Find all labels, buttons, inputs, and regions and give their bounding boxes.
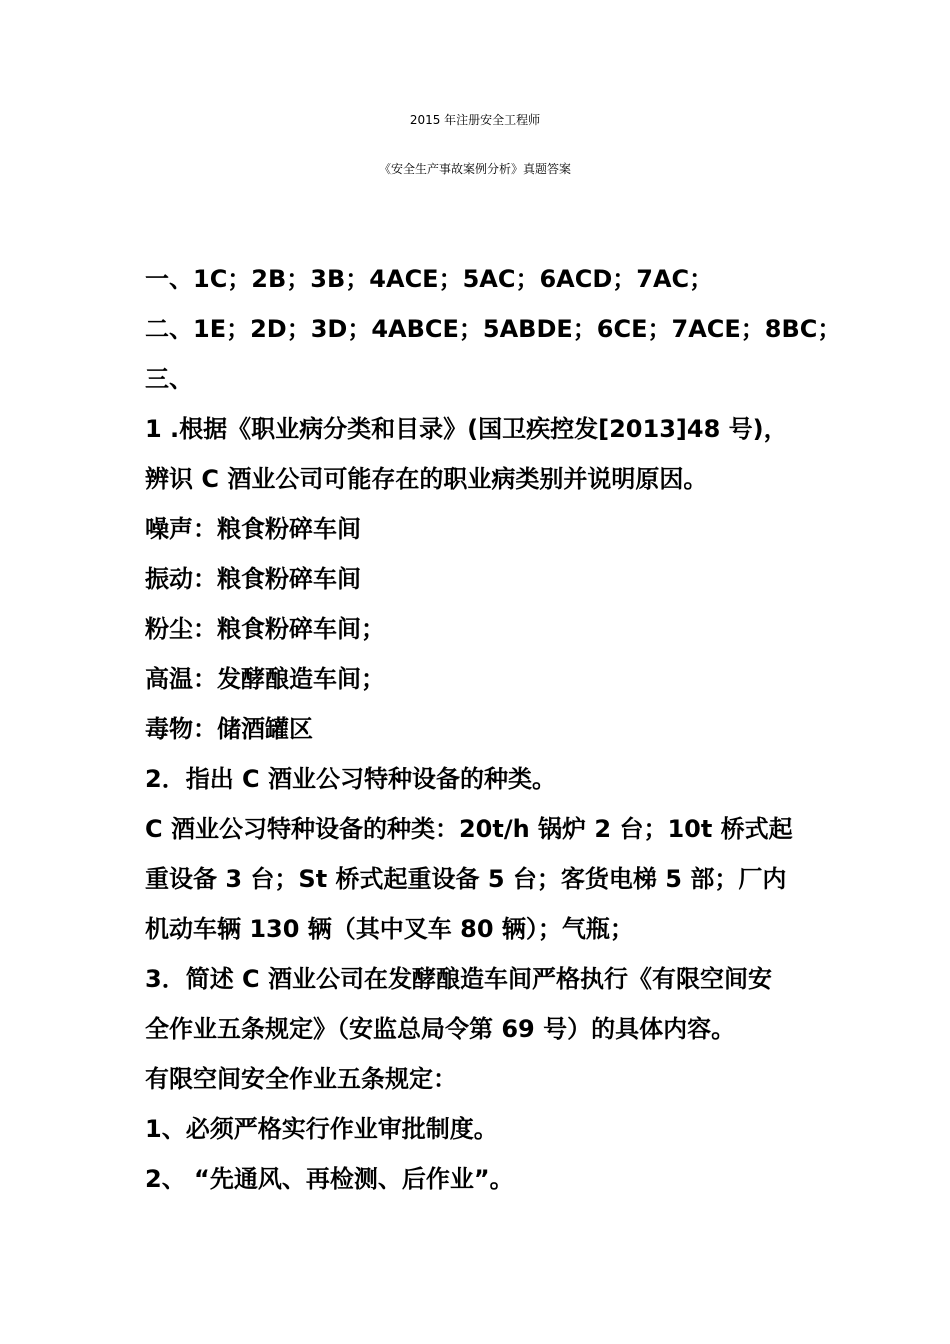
question-3-line-1: 3．简述 C 酒业公司在发酵酿造车间严格执行《有限空间安: [145, 965, 773, 993]
answer-2-line-3: 机动车辆 130 辆（其中叉车 80 辆）；气瓶；: [145, 915, 634, 943]
answer-2-line-2: 重设备 3 台；St 桥式起重设备 5 台；客货电梯 5 部；厂内: [145, 865, 787, 893]
answer-3-item-1: 1、必须严格实行作业审批制度。: [145, 1115, 498, 1143]
question-1-line-1: 1 .根据《职业病分类和目录》(国卫疾控发[2013]48 号)，: [145, 415, 788, 443]
answer-3-item-2: 2、 “先通风、再检测、后作业”。: [145, 1165, 514, 1193]
question-1-line-2: 辨识 C 酒业公司可能存在的职业病类别并说明原因。: [145, 465, 708, 493]
document-title-line-1: 2015 年注册安全工程师: [409, 113, 541, 127]
question-3-line-2: 全作业五条规定》（安监总局令第 69 号）的具体内容。: [145, 1015, 736, 1043]
answer-item-heat: 高温：发酵酿造车间；: [145, 665, 385, 693]
answer-item-toxic: 毒物：储酒罐区: [145, 715, 313, 743]
answer-section-2: 二、1E；2D；3D；4ABCE；5ABDE；6CE；7ACE；8BC；: [145, 315, 842, 343]
document-title-line-2: 《安全生产事故案例分析》真题答案: [378, 162, 571, 176]
answer-item-dust: 粉尘：粮食粉碎车间；: [145, 615, 385, 643]
answer-3-heading: 有限空间安全作业五条规定：: [145, 1065, 457, 1093]
answer-item-vibration: 振动：粮食粉碎车间: [145, 565, 361, 593]
answer-item-noise: 噪声：粮食粉碎车间: [145, 515, 361, 543]
question-2: 2．指出 C 酒业公习特种设备的种类。: [145, 765, 557, 793]
answer-section-1: 一、1C；2B；3B；4ACE；5AC；6ACD；7AC；: [145, 265, 714, 293]
answer-2-line-1: C 酒业公习特种设备的种类：20t/h 锅炉 2 台；10t 桥式起: [145, 815, 793, 843]
answer-section-3-heading: 三、: [145, 365, 193, 393]
